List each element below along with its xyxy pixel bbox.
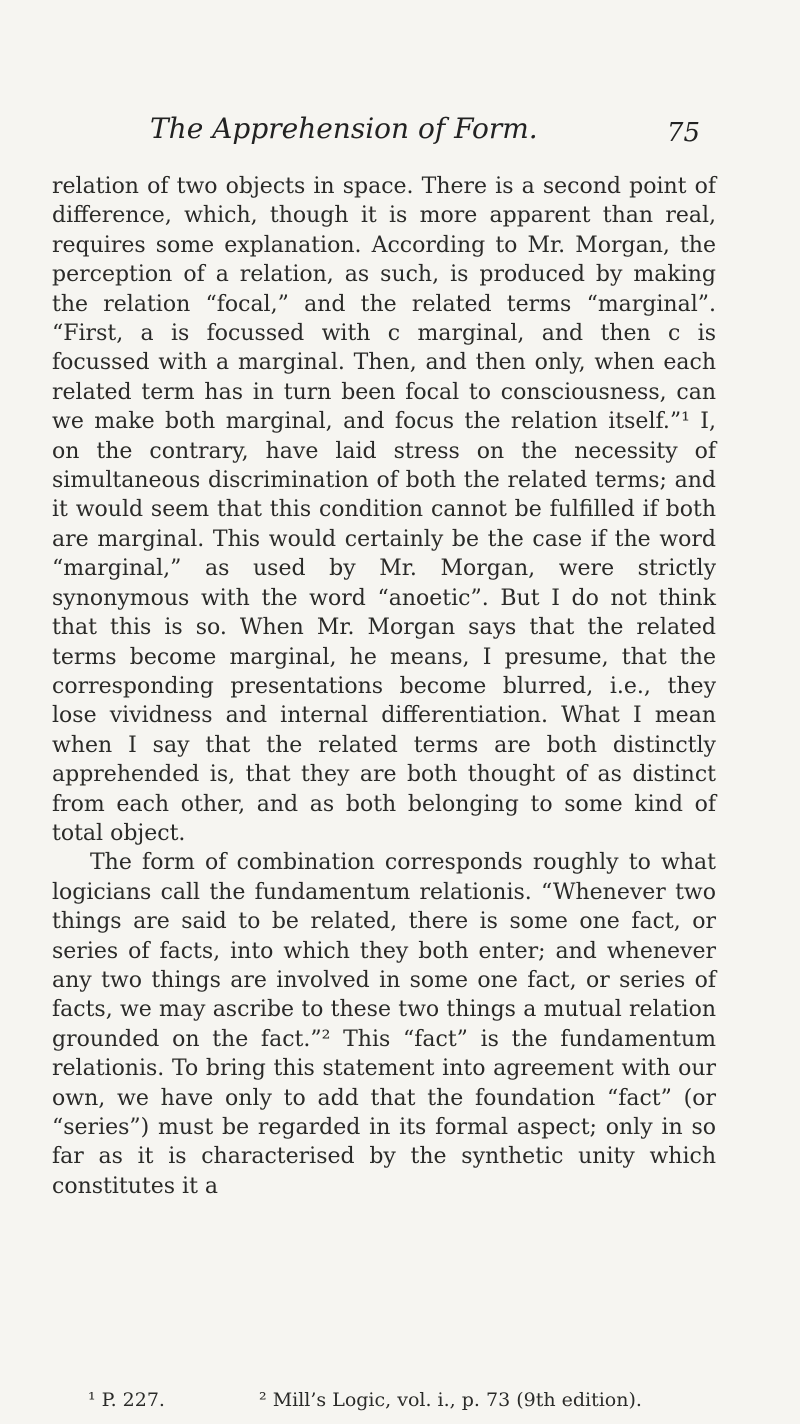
paragraph: The form of combination corresponds roughly to what logicians call the fundamentum relationis. “Whenever two things are said to be related, there is some one fact, or series of facts, into which they both enter; and whenever any two things are involved in some one fact, or series of facts, we may ascribe to these two things a mutual relation grounded on the fact.”² This “fact” is the fundamentum relationis. To bring this statement into agreement with our own, we have only to add that the foundation “fact” (or “series”) must be regarded in its formal aspect; only in so far as it is characterised by the synthetic unity which constitutes it a (52, 850, 716, 1199)
running-title: The Apprehension of Form. (150, 112, 538, 145)
footnotes (88, 1388, 708, 1412)
footnote: ² Mill’s Logic, vol. i., p. 73 (9th edition). (259, 1389, 642, 1411)
paragraph: relation of two objects in space. There is a second point of difference, which, though it is more apparent than real, requires some explanation. According to Mr. Morgan, the perception of a relation, as such, is produced by making the relation “focal,” and the related terms “marginal”. “First, a is focussed with c marginal, and then c is focussed with a marginal. Then, and then only, when each related term has in turn been focal to consciousness, can we make both marginal, and focus the relation itself.”¹ I, on the contrary, have laid stress on the necessity of simultaneous discrimination of both the related terms; and it would seem that this condition cannot be fulfilled if both are marginal. This would certainly be the case if the word “marginal,” as used by Mr. Morgan, were strictly synonymous with the word “anoetic”. But I do not think that this is so. When Mr. Morgan says that the related terms become marginal, he means, I presume, that the corresponding presentations become blurred, i.e., they lose vividness and internal differentiation. What I mean when I say that the related terms are both distinctly apprehended is, that they are both thought of as distinct from each other, and as both belonging to some kind of total object. (52, 174, 716, 846)
page-header (140, 112, 700, 152)
footnote: ¹ P. 227. (88, 1389, 165, 1411)
body-text (52, 172, 716, 1201)
page-number: 75 (666, 118, 700, 148)
